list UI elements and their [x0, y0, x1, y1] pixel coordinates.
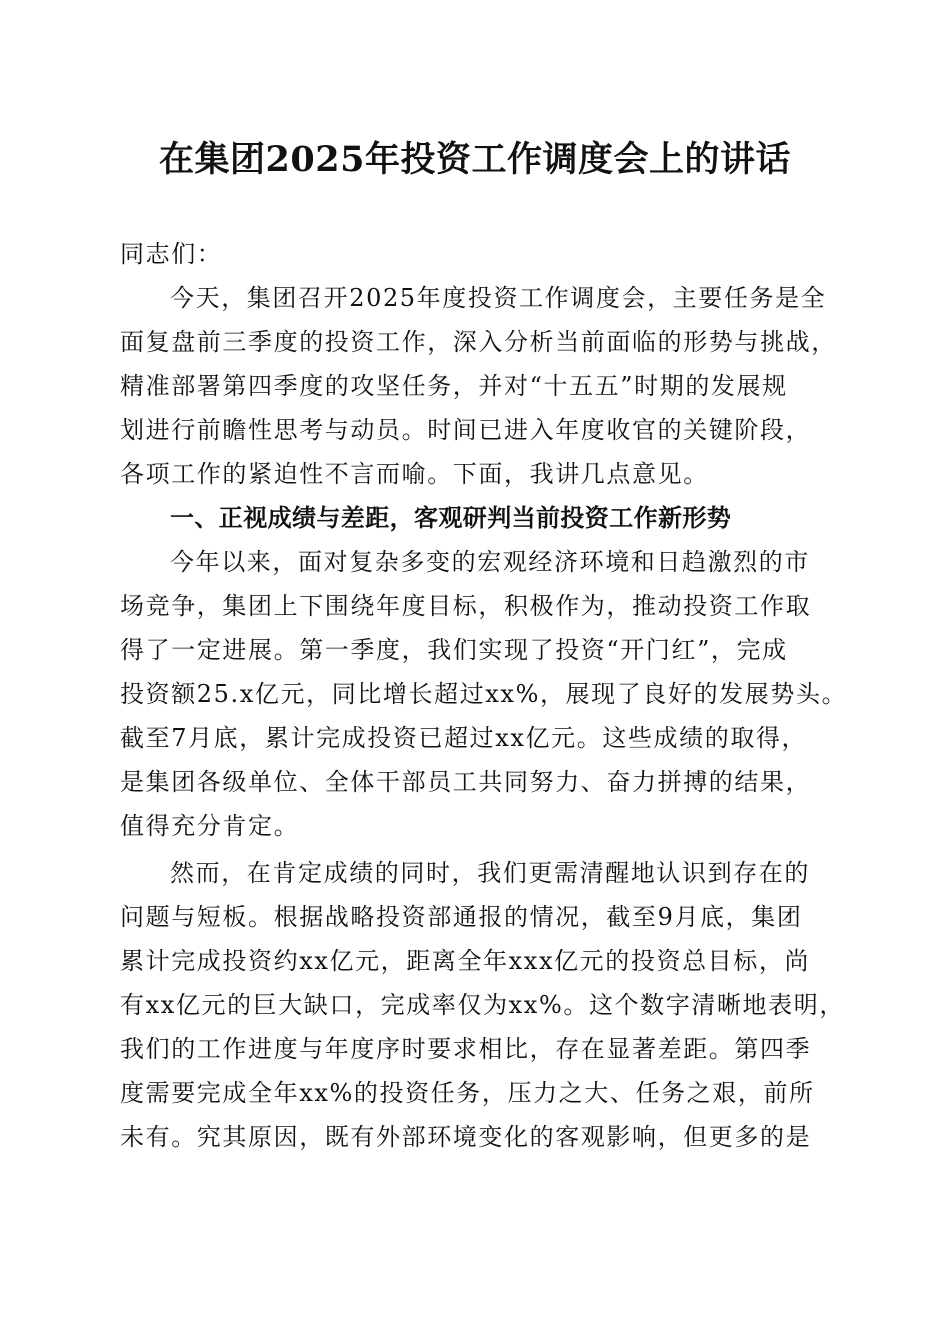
document-title: 在集团2025年投资工作调度会上的讲话: [159, 139, 791, 180]
text-line: 有xx亿元的巨大缺口，完成率仅为xx%。这个数字清晰地表明，: [120, 991, 845, 1019]
text-line: 面复盘前三季度的投资工作，深入分析当前面临的形势与挑战，: [120, 328, 837, 356]
text-line: 然而，在肯定成绩的同时，我们更需清醒地认识到存在的: [170, 859, 810, 887]
text-line: 划进行前瞻性思考与动员。时间已进入年度收官的关键阶段，: [120, 416, 812, 444]
text-line: 累计完成投资约xx亿元，距离全年xxx亿元的投资总目标，尚: [120, 947, 811, 975]
text-line: 未有。究其原因，既有外部环境变化的客观影响，但更多的是: [120, 1123, 812, 1151]
text-line: 截至7月底，累计完成投资已超过xx亿元。这些成绩的取得，: [120, 724, 808, 752]
text-line: 度需要完成全年xx%的投资任务，压力之大、任务之艰，前所: [120, 1079, 815, 1107]
text-line: 场竞争，集团上下围绕年度目标，积极作为，推动投资工作取: [120, 592, 812, 620]
text-line: 投资额25.x亿元，同比增长超过xx%，展现了良好的发展势头。: [120, 680, 848, 708]
section-heading: 一、正视成绩与差距，客观研判当前投资工作新形势: [170, 504, 732, 532]
text-line: 问题与短板。根据战略投资部通报的情况，截至9月底，集团: [120, 903, 803, 931]
text-line: 值得充分肯定。: [120, 812, 300, 840]
document-body: [120, 232, 850, 1159]
paragraph-gaps: [120, 851, 850, 1159]
text-line: 得了一定进展。第一季度，我们实现了投资“开门红”，完成: [120, 636, 788, 664]
text-line: 今年以来，面对复杂多变的宏观经济环境和日趋激烈的市: [170, 548, 810, 576]
salutation: 同志们：: [120, 240, 223, 268]
text-line: 我们的工作进度与年度序时要求相比，存在显著差距。第四季: [120, 1035, 812, 1063]
text-line: 是集团各级单位、全体干部员工共同努力、奋力拼搏的结果，: [120, 768, 812, 796]
text-line: 今天，集团召开2025年度投资工作调度会，主要任务是全: [170, 284, 827, 312]
text-line: 各项工作的紧迫性不言而喻。下面，我讲几点意见。: [120, 460, 709, 488]
paragraph-intro: [120, 276, 850, 496]
text-line: 精准部署第四季度的攻坚任务，并对“十五五”时期的发展规: [120, 372, 788, 400]
paragraph-achievements: [120, 540, 850, 848]
